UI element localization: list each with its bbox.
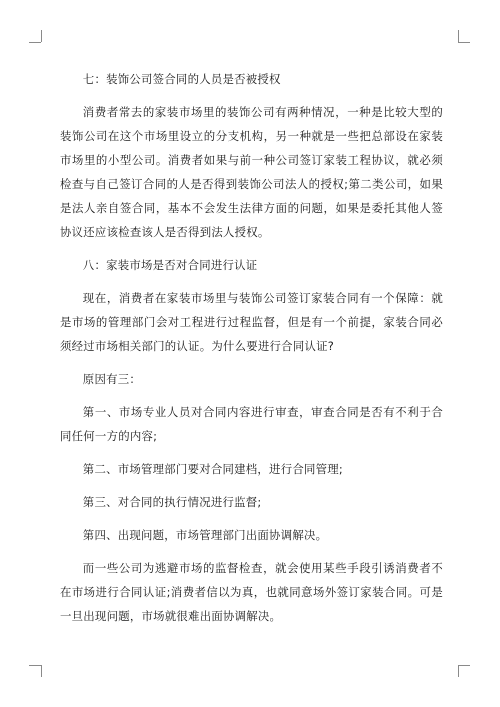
body-paragraph: 现在，消费者在家装市场里与装饰公司签订家装合同有一个保障：就是市场的管理部门会对工程进行过程监督，但是有一个前提，家装合同必须经过市场相关部门的认证。为什么要进行合同认证? <box>60 291 443 353</box>
document-body <box>60 67 443 637</box>
section-heading-8: 八：家装市场是否对合同进行认证 <box>82 258 258 272</box>
list-item: 第一、市场专业人员对合同内容进行审查，审查合同是否有不利于合同任何一方的内容; <box>60 405 443 443</box>
list-item: 第二、市场管理部门要对合同建档，进行合同管理; <box>82 462 343 476</box>
list-item: 第四、出现问题，市场管理部门出面协调解决。 <box>82 528 328 542</box>
list-item: 第三、对合同的执行情况进行监督; <box>82 495 262 509</box>
body-paragraph: 消费者常去的家装市场里的装饰公司有两种情况，一种是比较大型的装饰公司在这个市场里设立的分支机构，另一种就是一些把总部设在家装市场里的小型公司。消费者如果与前一种公司签订家装工程协议，就必须检查与自己签订合同的人是否得到装饰公司法人的授权;第二类公司，如果是法人亲自签合同，基本不会发生法律方面的问题，如果是委托其他人签协议还应该检查该人是否得到法人授权。 <box>60 105 443 239</box>
body-paragraph: 原因有三： <box>82 372 142 386</box>
body-paragraph: 而一些公司为逃避市场的监督检查，就会使用某些手段引诱消费者不在市场进行合同认证;消费者信以为真，也就同意场外签订家装合同。可是一旦出现问题，市场就很难出面协调解决。 <box>60 561 443 623</box>
section-heading-7: 七：装饰公司签合同的人员是否被授权 <box>82 72 281 86</box>
